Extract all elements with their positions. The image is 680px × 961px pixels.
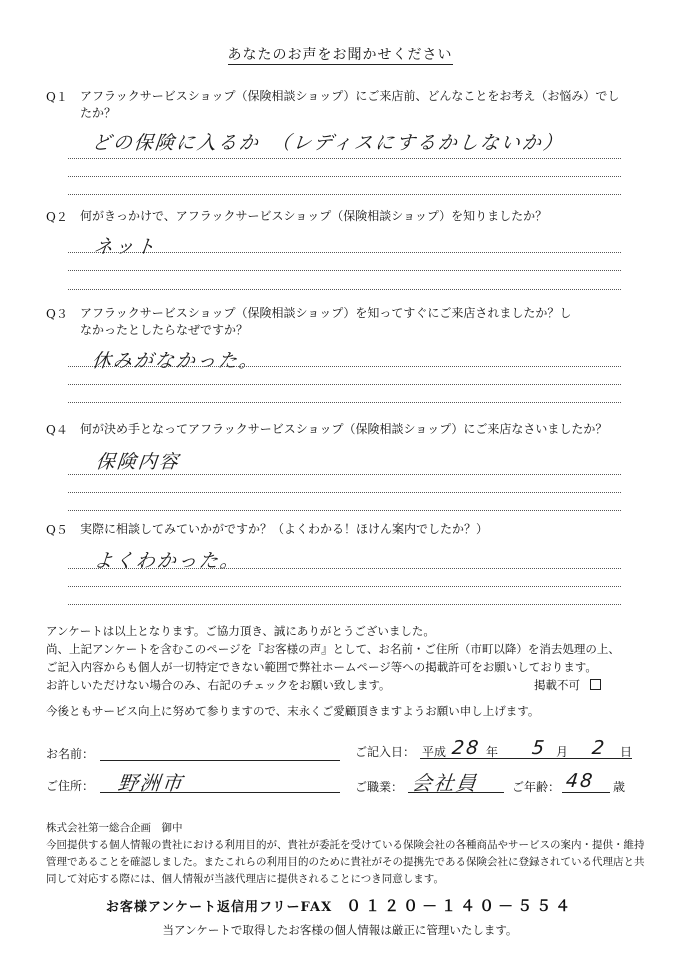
answer-line <box>68 402 621 403</box>
job-value[interactable]: 会社員 <box>410 771 480 795</box>
answer-line <box>68 158 621 159</box>
q1-text: アフラックサービスショップ（保険相談ショップ）にご来店前、どんなことをお考え（お悩み）でしたか？ <box>80 89 620 120</box>
name-label: お名前： <box>46 747 95 761</box>
age-value[interactable]: 48 <box>564 770 596 792</box>
job-label: ご職業： <box>355 780 404 794</box>
date-month[interactable]: 5 <box>530 737 548 759</box>
answer-line <box>68 384 621 385</box>
answer-line <box>68 270 621 271</box>
name-field[interactable] <box>100 760 340 761</box>
q4-text: 何が決め手となってアフラックサービスショップ（保険相談ショップ）にご来店なさいましたか？ <box>80 422 608 436</box>
age-field <box>562 792 610 793</box>
closing-text: アンケートは以上となります。ご協力頂き、誠にありがとうございました。 尚、上記アンケートを含むこのページを『お客様の声』として、お名前・ご住所（市町以降）を消去処理の上、 ご記入内容からも個人が一切特定できない範囲で弊社ホームページ等への掲載許可をお願いしております。 お許しいただけない場合のみ、右記のチェックをお願い致します。 掲載不可 <box>46 624 620 692</box>
fax-number[interactable]: ０１２０－１４０－５５４ <box>346 897 575 915</box>
answer-line <box>68 568 621 569</box>
address-label: ご住所： <box>46 779 95 793</box>
answer-line <box>68 586 621 587</box>
privacy-footer: 当アンケートで取得したお客様の個人情報は厳正に管理いたします。 <box>162 923 518 937</box>
date-era: 平成 <box>422 745 447 759</box>
company-name: 株式会社第一総合企画 御中 <box>46 822 183 834</box>
date-day[interactable]: 2 <box>590 737 608 759</box>
answer-line <box>68 194 621 195</box>
answer-line <box>68 474 621 475</box>
year-unit: 年 <box>486 745 499 759</box>
q4-number: Q４ <box>46 423 68 437</box>
consent-notice: 今回提供する個人情報の貴社における利用目的が、貴社が委託を受けている保険会社の各種商品やサービスの案内・提供・維持管理であることを確認しました。またこれらの利用目的のために貴社がその提携先である保険会社に登録されている代理店と共同して対応する際には、個人情報が当該代理店に提供されることにつき同意します。 <box>46 839 645 885</box>
no-permission-checkbox[interactable] <box>590 679 601 690</box>
answer-line <box>68 604 621 605</box>
date-underline <box>420 758 632 759</box>
q5-text: 実際に相談してみていかがですか？（よくわかる！ほけん案内でしたか？） <box>80 522 489 536</box>
month-unit: 月 <box>556 745 569 759</box>
answer-line <box>68 510 621 511</box>
q5-answer[interactable]: よくわかった。 <box>92 550 243 572</box>
q2-number: Q２ <box>46 210 68 224</box>
date-label: ご記入日： <box>355 745 416 759</box>
age-label: ご年齢： <box>512 780 561 794</box>
date-year[interactable]: 28 <box>450 737 482 759</box>
job-field <box>408 792 504 793</box>
address-value[interactable]: 野洲市 <box>116 771 186 795</box>
q2-answer[interactable]: ネット <box>92 236 159 258</box>
day-unit: 日 <box>620 745 633 759</box>
answer-line <box>68 492 621 493</box>
q1-number: Q１ <box>46 90 68 104</box>
answer-line <box>68 366 621 367</box>
answer-line <box>68 176 621 177</box>
address-field <box>100 792 340 793</box>
fax-line <box>0 895 680 916</box>
no-permission-option[interactable]: 掲載不可 <box>534 676 601 694</box>
age-unit: 歳 <box>613 780 626 794</box>
fax-label: お客様アンケート返信用フリーFAX <box>105 900 333 915</box>
q1-answer[interactable]: どの保険に入るか （レディスにするかしないか） <box>90 132 565 154</box>
closing-thanks: 今後ともサービス向上に努めて参りますので、末永くご愛顧頂きますようお願い申し上げます。 <box>46 704 540 718</box>
q5-number: Q５ <box>46 523 68 537</box>
q3-text: アフラックサービスショップ（保険相談ショップ）を知ってすぐにご来店されましたか？しなかったとしたらなぜですか？ <box>80 306 572 337</box>
q3-answer[interactable]: 休みがなかった。 <box>90 350 262 372</box>
page-title: あなたのお声をお聞かせください <box>227 47 453 63</box>
answer-line <box>68 252 621 253</box>
answer-line <box>68 289 621 290</box>
q3-number: Q３ <box>46 307 68 321</box>
q4-answer[interactable]: 保険内容 <box>94 451 182 473</box>
q2-text: 何がきっかけで、アフラックサービスショップ（保険相談ショップ）を知りましたか？ <box>80 209 548 223</box>
